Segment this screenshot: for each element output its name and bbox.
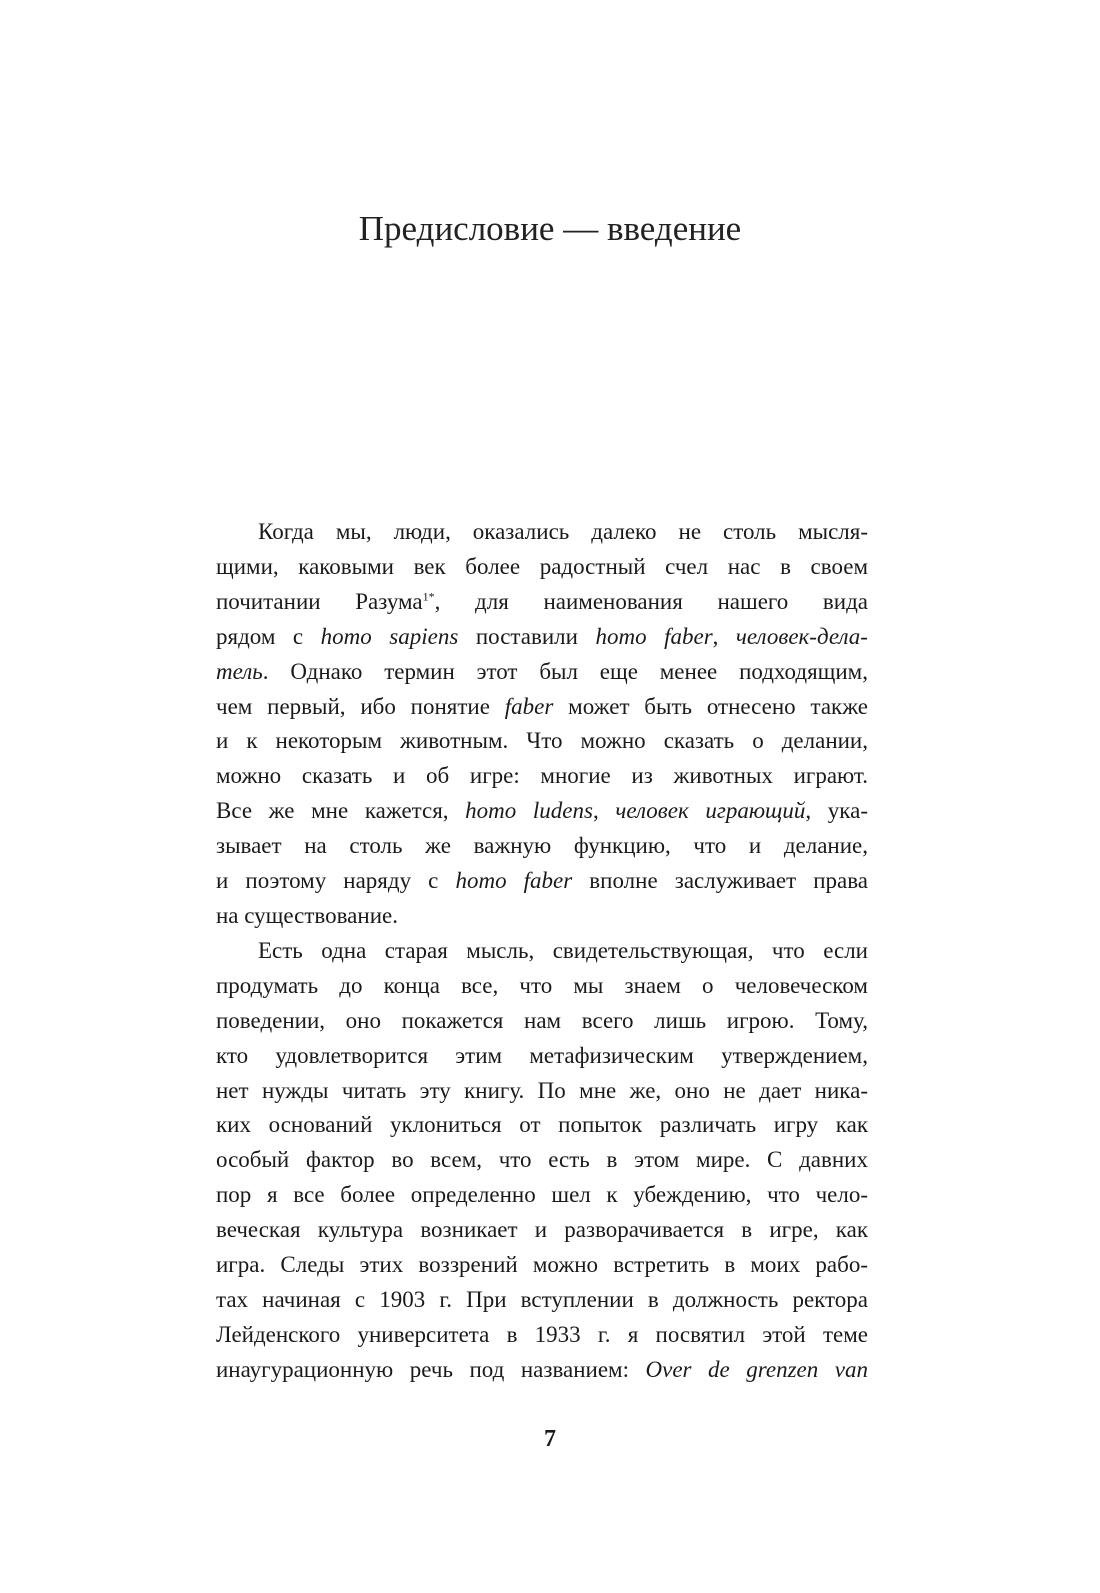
text-segment: игра. Следы этих воззрений можно встретить в моих рабо- [216,1252,868,1278]
text-line [216,690,868,725]
text-segment: продумать до конца все, что мы знаем о человеческом [216,972,868,998]
text-line [216,1004,868,1039]
text-line [216,1213,868,1248]
text-line [216,1353,868,1388]
italic-text: тель [216,658,263,684]
italic-text: homo ludens [465,798,593,824]
text-segment: . Однако термин этот был еще менее подходящим, [262,658,868,684]
chapter-title: Предисловие — введение [358,209,742,248]
text-segment: , [592,798,616,824]
text-segment: поведении, оно покажется нам всего лишь игрою. Тому, [216,1007,868,1033]
text-segment: веческая культура возникает и разворачивается в игре, как [216,1217,868,1243]
text-line [216,759,868,794]
italic-text: человек-дела- [735,623,868,649]
body-text [216,515,868,1388]
text-segment: ких оснований уклониться от попыток различать игру как [216,1112,868,1138]
text-segment: поставили [458,623,596,649]
italic-text: homo faber [455,868,573,894]
italic-text: человек играющий [615,798,806,824]
text-segment: и поэтому наряду с [216,868,456,894]
text-segment: , ука- [805,798,868,824]
text-line [216,794,868,829]
text-line [216,550,868,585]
text-segment: особый фактор во всем, что есть в этом мире. С давних [216,1147,868,1173]
text-segment: зывает на столь же важную функцию, что и делание, [216,833,868,859]
text-line [216,899,868,934]
text-line [216,1108,868,1143]
text-line [216,585,868,620]
text-line [216,1074,868,1109]
text-line [216,1283,868,1318]
text-line [216,934,868,969]
text-segment: может быть отнесено также [553,693,868,719]
text-segment: и к некоторым животным. Что можно сказать о делании, [216,728,868,754]
text-segment: тах начиная с 1903 г. При вступлении в должность ректора [216,1286,868,1312]
italic-text: homo faber [595,623,713,649]
text-line [216,969,868,1004]
text-segment: инаугурационную речь под названием: [216,1356,646,1382]
footnote-marker[interactable]: 1* [422,589,435,604]
text-segment: вполне заслуживает права [572,868,868,894]
text-segment: , для наименования нашего вида [434,588,868,614]
text-segment: нет нужды читать эту книгу. По мне же, оно не дает ника- [216,1077,868,1103]
text-line [216,1318,868,1353]
text-line [216,620,868,655]
page-number: 7 [544,1425,556,1452]
text-segment: Когда мы, люди, оказались далеко не столь мысля- [258,519,868,544]
text-segment: щими, каковыми век более радостный счел нас в своем [216,553,868,579]
italic-text: faber [504,693,554,719]
text-segment: рядом с [216,623,321,649]
text-segment: на существование. [216,902,398,928]
text-segment: , [712,623,736,649]
text-segment: почитании Разума [216,588,423,614]
text-line [216,1178,868,1213]
text-line [216,829,868,864]
text-segment: можно сказать и об игре: многие из животных играют. [216,763,868,789]
text-segment: Есть одна старая мысль, свидетельствующая, что если [258,937,868,963]
text-line [216,515,868,550]
italic-text: homo sapiens [320,623,459,649]
text-segment: чем первый, ибо понятие [216,693,505,719]
text-segment: Все же мне кажется, [216,798,466,824]
text-segment: пор я все более определенно шел к убеждению, что чело- [216,1182,868,1208]
text-line [216,1143,868,1178]
text-segment: кто удовлетворится этим метафизическим утверждением, [216,1042,868,1068]
text-segment: Лейденского университета в 1933 г. я посвятил этой теме [216,1321,868,1347]
text-line [216,864,868,899]
text-line [216,1039,868,1074]
text-line [216,724,868,759]
text-line [216,655,868,690]
italic-text: Over de grenzen van [645,1356,868,1382]
text-line [216,1248,868,1283]
